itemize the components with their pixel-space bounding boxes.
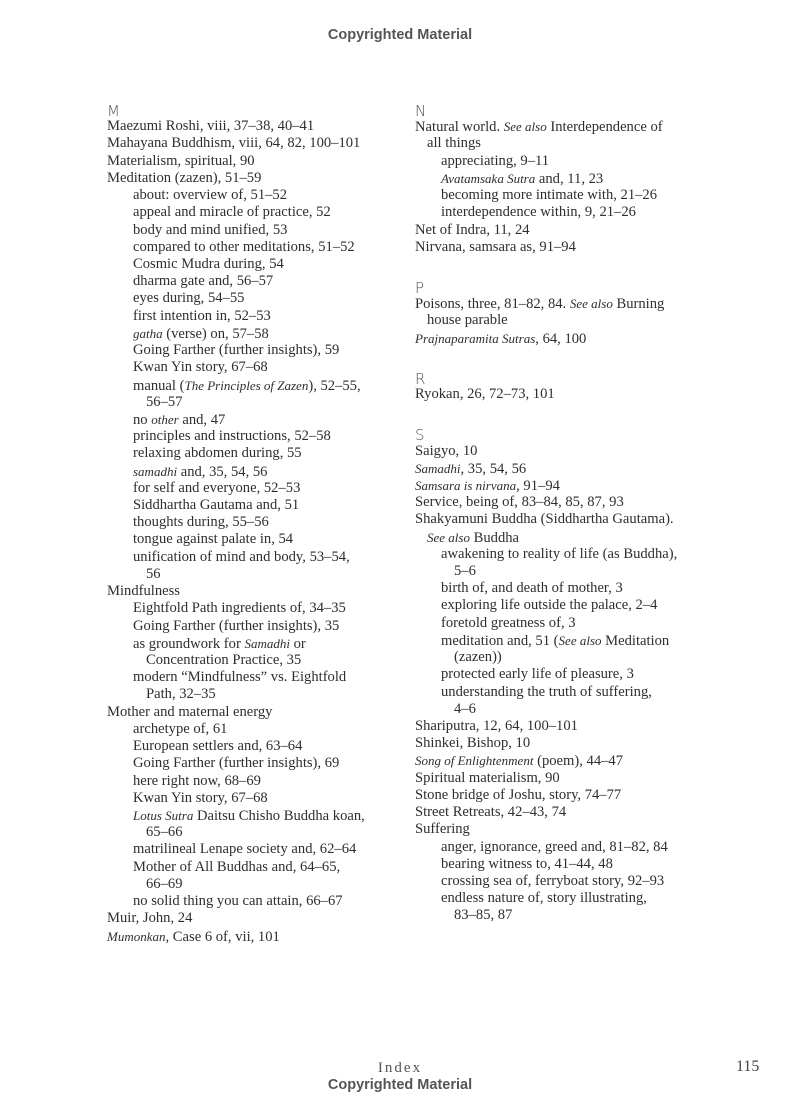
index-subentry <box>415 170 715 187</box>
entry-text: Meditation <box>601 632 670 649</box>
entry-text: as groundwork for <box>133 635 245 652</box>
entry-text: Saigyo, 10 <box>415 442 478 459</box>
index-subentry <box>107 531 407 548</box>
italic-title-text: See also <box>503 119 547 135</box>
index-entry <box>415 222 715 239</box>
section-letter-heading: N <box>415 102 427 120</box>
entry-text: 66–69 <box>146 875 183 892</box>
entry-text: appeal and miracle of practice, 52 <box>133 204 331 221</box>
entry-text: , 64, 100 <box>535 330 587 347</box>
entry-text: Street Retreats, 42–43, 74 <box>415 804 567 821</box>
index-subentry <box>415 597 715 614</box>
index-entry <box>107 583 407 600</box>
entry-text: Burning <box>612 296 665 313</box>
entry-text: 4–6 <box>454 700 476 717</box>
index-entry-continuation <box>415 135 715 152</box>
index-section-s <box>415 425 715 924</box>
section-letter-heading: R <box>415 369 426 388</box>
index-entry <box>415 735 715 752</box>
index-subentry <box>107 721 407 738</box>
index-subentry <box>415 632 715 649</box>
entry-text: modern “Mindfulness” vs. Eightfold <box>133 669 347 686</box>
index-entry <box>415 386 715 403</box>
index-entry-continuation <box>415 312 715 329</box>
index-subentry <box>107 359 407 376</box>
italic-title-text: samadhi <box>133 463 178 479</box>
entry-text: tongue against palate in, 54 <box>133 531 294 548</box>
index-subentry <box>415 546 715 563</box>
entry-text: first intention in, 52–53 <box>133 307 271 324</box>
index-entry <box>415 295 715 312</box>
index-entry <box>415 330 715 347</box>
entry-text: dharma gate and, 56–57 <box>133 273 274 290</box>
index-subentry <box>107 514 407 531</box>
italic-title-text: Avatamsaka Sutra <box>441 170 536 186</box>
entry-text: awakening to reality of life (as Buddha), <box>441 545 678 562</box>
index-subentry <box>415 187 715 204</box>
index-entry <box>415 494 715 511</box>
entry-text: Going Farther (further insights), 35 <box>133 617 340 634</box>
entry-text: Poisons, three, 81–82, 84. <box>415 296 570 313</box>
index-entry-continuation <box>107 686 407 703</box>
entry-text: Siddhartha Gautama and, 51 <box>133 497 300 514</box>
entry-text: Suffering <box>415 821 470 838</box>
index-entry-continuation <box>107 824 407 841</box>
index-entry <box>415 118 715 135</box>
index-subentry <box>107 497 407 514</box>
index-subentry <box>107 411 407 428</box>
entry-text: Kwan Yin story, 67–68 <box>133 359 268 376</box>
index-subentry <box>107 256 407 273</box>
entry-text: about: overview of, 51–52 <box>133 187 288 204</box>
index-subentry <box>107 738 407 755</box>
entry-text: principles and instructions, 52–58 <box>133 428 331 445</box>
entry-text: Mother and maternal energy <box>107 703 273 720</box>
index-entry-continuation <box>415 563 715 580</box>
italic-title-text: Samsara is nirvana <box>415 477 517 493</box>
entry-text: unification of mind and body, 53–54, <box>133 548 350 565</box>
index-entry-continuation <box>107 652 407 669</box>
entry-text: Interdependence of <box>546 119 663 136</box>
index-subentry <box>107 222 407 239</box>
entry-text: interdependence within, 9, 21–26 <box>441 204 636 221</box>
index-subentry <box>107 463 407 480</box>
index-subentry <box>415 873 715 890</box>
entry-text: meditation and, 51 ( <box>441 632 559 649</box>
index-entry <box>415 718 715 735</box>
index-entry-continuation <box>415 529 715 546</box>
italic-title-text: Song of Enlightenment <box>415 753 534 769</box>
entry-text: , 91–94 <box>516 477 560 494</box>
italic-title-text: Mumonkan <box>107 928 166 944</box>
index-subentry <box>107 290 407 307</box>
index-entry <box>107 910 407 927</box>
entry-text: Eightfold Path ingredients of, 34–35 <box>133 600 346 617</box>
entry-text: and, 35, 54, 56 <box>177 463 268 480</box>
index-column-right <box>415 101 715 925</box>
index-subentry <box>107 308 407 325</box>
entry-text: protected early life of pleasure, 3 <box>441 666 634 683</box>
entry-text: anger, ignorance, greed and, 81–82, 84 <box>441 838 668 855</box>
index-entry <box>107 153 407 170</box>
entry-text: endless nature of, story illustrating, <box>441 890 647 907</box>
entry-text: Daitsu Chisho Buddha koan, <box>193 807 365 824</box>
index-column-left <box>107 101 407 945</box>
index-entry-continuation <box>107 566 407 583</box>
index-subentry <box>415 856 715 873</box>
index-subentry <box>107 239 407 256</box>
entry-text: crossing sea of, ferryboat story, 92–93 <box>441 872 665 889</box>
entry-text: 5–6 <box>454 563 476 580</box>
index-entry <box>107 928 407 945</box>
entry-text: relaxing abdomen during, 55 <box>133 445 302 462</box>
entry-text: Cosmic Mudra during, 54 <box>133 255 284 272</box>
entry-text: Meditation (zazen), 51–59 <box>107 169 262 186</box>
entry-text: or <box>289 635 306 652</box>
index-subentry <box>107 428 407 445</box>
index-subentry <box>107 859 407 876</box>
index-subentry <box>107 893 407 910</box>
italic-title-text: See also <box>427 529 470 545</box>
section-letter-heading: M <box>107 102 120 120</box>
index-subentry <box>107 841 407 858</box>
entry-text: Buddha <box>469 529 520 546</box>
index-subentry <box>415 890 715 907</box>
entry-text: exploring life outside the palace, 2–4 <box>441 597 658 614</box>
entry-text: Muir, John, 24 <box>107 910 193 927</box>
index-subentry <box>415 615 715 632</box>
entry-text: matrilineal Lenape society and, 62–64 <box>133 841 357 858</box>
index-section-r <box>415 369 715 403</box>
italic-title-text: Prajnaparamita Sutras <box>415 330 536 346</box>
index-subentry <box>107 480 407 497</box>
entry-text: , 35, 54, 56 <box>460 460 527 477</box>
index-subentry <box>107 600 407 617</box>
index-entry <box>107 170 407 187</box>
entry-text: Going Farther (further insights), 59 <box>133 342 340 359</box>
entry-text: , Case 6 of, vii, 101 <box>165 928 280 945</box>
entry-text: manual ( <box>133 377 185 394</box>
italic-title-text: See also <box>569 296 613 312</box>
index-subentry <box>107 669 407 686</box>
entry-text: 56–57 <box>146 393 183 410</box>
entry-text: Service, being of, 83–84, 85, 87, 93 <box>415 494 624 511</box>
entry-text: and, 11, 23 <box>535 170 604 187</box>
italic-title-text: Samadhi <box>244 635 290 651</box>
index-subentry <box>107 445 407 462</box>
running-footer-title: Index <box>377 1060 423 1076</box>
italic-title-text: other <box>151 411 179 427</box>
index-subentry <box>107 342 407 359</box>
index-entry-continuation <box>415 907 715 924</box>
entry-text: Mother of All Buddhas and, 64–65, <box>133 858 341 875</box>
index-entry-continuation <box>107 876 407 893</box>
index-subentry <box>107 755 407 772</box>
entry-text: Going Farther (further insights), 69 <box>133 755 340 772</box>
entry-text: Materialism, spiritual, 90 <box>107 152 255 169</box>
index-subentry <box>415 153 715 170</box>
entry-text: Shakyamuni Buddha (Siddhartha Gautama). <box>415 511 674 528</box>
entry-text: Natural world. <box>415 119 504 136</box>
index-subentry <box>415 580 715 597</box>
italic-title-text: The Principles of Zazen <box>184 377 309 393</box>
entry-text: here right now, 68–69 <box>133 772 261 789</box>
index-subentry <box>415 684 715 701</box>
italic-title-text: Lotus Sutra <box>133 807 194 823</box>
entry-text: (verse) on, 57–58 <box>162 325 269 342</box>
entry-text: archetype of, 61 <box>133 720 228 737</box>
index-entry <box>107 704 407 721</box>
index-entry <box>415 770 715 787</box>
entry-text: no <box>133 411 152 428</box>
index-subentry <box>107 773 407 790</box>
entry-text: Mahayana Buddhism, viii, 64, 82, 100–101 <box>107 135 361 152</box>
entry-text: thoughts during, 55–56 <box>133 514 269 531</box>
entry-text: for self and everyone, 52–53 <box>133 479 301 496</box>
entry-text: house parable <box>427 312 508 329</box>
entry-text: 65–66 <box>146 824 183 841</box>
entry-text: Net of Indra, 11, 24 <box>415 221 530 238</box>
entry-text: 56 <box>146 565 161 582</box>
copyright-watermark-bottom: Copyrighted Material <box>327 1077 473 1093</box>
entry-text: body and mind unified, 53 <box>133 221 288 238</box>
index-entry <box>415 511 715 528</box>
index-subentry <box>107 273 407 290</box>
copyright-watermark-top: Copyrighted Material <box>327 27 473 43</box>
italic-title-text: gatha <box>133 325 163 341</box>
entry-text: (poem), 44–47 <box>533 753 624 770</box>
entry-text: ), 52–55, <box>308 377 361 394</box>
index-subentry <box>107 187 407 204</box>
italic-title-text: Samadhi <box>415 460 461 476</box>
index-section-m <box>107 101 407 945</box>
entry-text: Nirvana, samsara as, 91–94 <box>415 238 576 255</box>
index-subentry <box>415 666 715 683</box>
entry-text: birth of, and death of mother, 3 <box>441 580 623 597</box>
index-subentry <box>107 325 407 342</box>
index-entry <box>415 804 715 821</box>
index-entry <box>415 821 715 838</box>
index-entry <box>107 135 407 152</box>
index-subentry <box>415 204 715 221</box>
index-entry <box>415 239 715 256</box>
entry-text: Shariputra, 12, 64, 100–101 <box>415 718 578 734</box>
entry-text: 83–85, 87 <box>454 907 513 924</box>
entry-text: Maezumi Roshi, viii, 37–38, 40–41 <box>107 118 315 135</box>
index-entry <box>415 477 715 494</box>
index-entry <box>415 460 715 477</box>
entry-text: (zazen)) <box>454 649 502 666</box>
entry-text: European settlers and, 63–64 <box>133 738 303 755</box>
entry-text: becoming more intimate with, 21–26 <box>441 187 658 204</box>
index-section-p <box>415 278 715 347</box>
italic-title-text: See also <box>558 632 602 648</box>
entry-text: compared to other meditations, 51–52 <box>133 238 355 255</box>
index-entry-continuation <box>415 701 715 718</box>
entry-text: Concentration Practice, 35 <box>146 652 302 668</box>
entry-text: bearing witness to, 41–44, 48 <box>441 855 613 872</box>
entry-text: Spiritual materialism, 90 <box>415 769 560 786</box>
index-subentry <box>415 839 715 856</box>
entry-text: understanding the truth of suffering, <box>441 683 652 700</box>
entry-text: Kwan Yin story, 67–68 <box>133 789 268 806</box>
index-subentry <box>107 790 407 807</box>
section-letter-heading: P <box>415 278 425 297</box>
index-entry <box>107 118 407 135</box>
entry-text: all things <box>427 135 481 152</box>
index-entry-continuation <box>415 649 715 666</box>
index-entry-continuation <box>107 394 407 411</box>
index-subentry <box>107 618 407 635</box>
entry-text: appreciating, 9–11 <box>441 152 550 169</box>
entry-text: and, 47 <box>178 411 226 428</box>
entry-text: eyes during, 54–55 <box>133 290 245 307</box>
entry-text: Path, 32–35 <box>146 686 216 703</box>
entry-text: foretold greatness of, 3 <box>441 614 576 631</box>
index-subentry <box>107 377 407 394</box>
index-subentry <box>107 635 407 652</box>
entry-text: no solid thing you can attain, 66–67 <box>133 893 343 910</box>
index-subentry <box>107 549 407 566</box>
index-entry <box>415 787 715 804</box>
page-number: 115 <box>736 1058 760 1075</box>
entry-text: Stone bridge of Joshu, story, 74–77 <box>415 786 622 803</box>
entry-text: Ryokan, 26, 72–73, 101 <box>415 386 555 403</box>
index-subentry <box>107 807 407 824</box>
section-letter-heading: S <box>415 426 425 445</box>
index-section-n <box>415 101 715 256</box>
index-subentry <box>107 204 407 221</box>
index-entry <box>415 752 715 769</box>
entry-text: Shinkei, Bishop, 10 <box>415 735 531 752</box>
index-entry <box>415 443 715 460</box>
entry-text: Mindfulness <box>107 583 180 600</box>
